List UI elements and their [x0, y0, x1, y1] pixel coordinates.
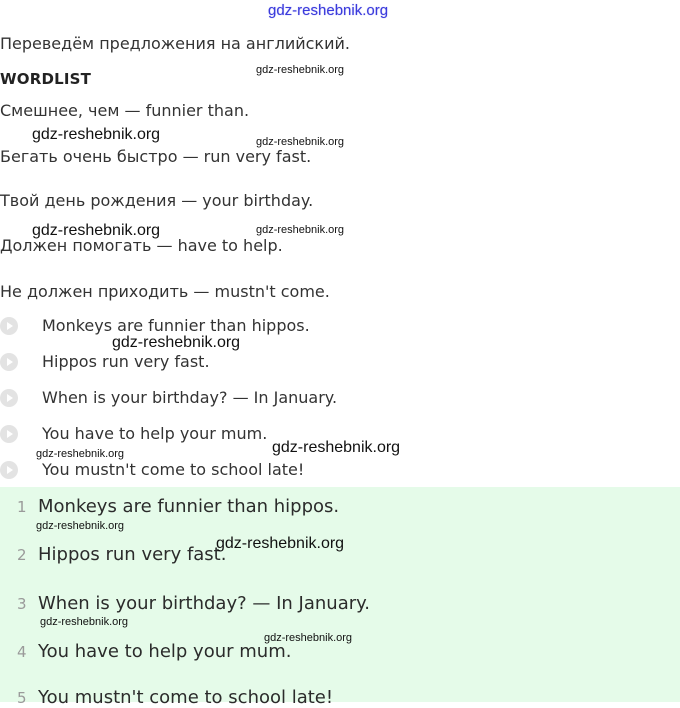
answer-text: You mustn't come to school late! — [38, 687, 334, 708]
answer-text: You have to help your mum. — [38, 641, 292, 662]
play-audio-icon[interactable] — [0, 317, 18, 335]
play-audio-icon[interactable] — [0, 425, 18, 443]
answer-text: When is your birthday? — In January. — [38, 593, 370, 614]
wordlist-item: Должен помогать — have to help. — [0, 236, 283, 255]
watermark-text: gdz-reshebnik.org — [112, 334, 241, 351]
watermark-text: gdz-reshebnik.org — [32, 126, 161, 143]
watermark-text: gdz-reshebnik.org — [256, 224, 345, 236]
audio-sentence: You have to help your mum. — [42, 424, 268, 443]
answer-number: 3 — [17, 595, 27, 613]
wordlist-heading: WORDLIST — [0, 70, 92, 88]
wordlist-item: Твой день рождения — your birthday. — [0, 191, 314, 210]
audio-sentence: Hippos run very fast. — [42, 352, 210, 371]
answer-number: 4 — [17, 643, 27, 661]
audio-sentence: Monkeys are funnier than hippos. — [42, 316, 310, 335]
answer-text: Hippos run very fast. — [38, 544, 227, 565]
answer-number: 1 — [17, 498, 27, 516]
watermark-text: gdz-reshebnik.org — [32, 222, 161, 239]
instruction-text: Переведём предложения на английский. — [0, 34, 350, 53]
wordlist-item: Бегать очень быстро — run very fast. — [0, 147, 312, 166]
header-watermark: gdz-reshebnik.org — [268, 2, 389, 19]
answer-text: Monkeys are funnier than hippos. — [38, 496, 340, 517]
watermark-text: gdz-reshebnik.org — [264, 632, 353, 644]
watermark-text: gdz-reshebnik.org — [40, 616, 129, 628]
audio-sentence: When is your birthday? — In January. — [42, 388, 338, 407]
watermark-text: gdz-reshebnik.org — [256, 136, 345, 148]
answer-number: 5 — [17, 689, 27, 707]
watermark-text: gdz-reshebnik.org — [272, 439, 401, 456]
watermark-text: gdz-reshebnik.org — [256, 64, 345, 76]
play-audio-icon[interactable] — [0, 389, 18, 407]
watermark-text: gdz-reshebnik.org — [216, 535, 345, 552]
wordlist-item: Смешнее, чем — funnier than. — [0, 101, 250, 120]
answer-number: 2 — [17, 546, 27, 564]
audio-sentence: You mustn't come to school late! — [42, 460, 305, 479]
watermark-text: gdz-reshebnik.org — [36, 520, 125, 532]
play-audio-icon[interactable] — [0, 461, 18, 479]
wordlist-item: Не должен приходить — mustn't come. — [0, 282, 330, 301]
watermark-text: gdz-reshebnik.org — [36, 448, 125, 460]
play-audio-icon[interactable] — [0, 353, 18, 371]
